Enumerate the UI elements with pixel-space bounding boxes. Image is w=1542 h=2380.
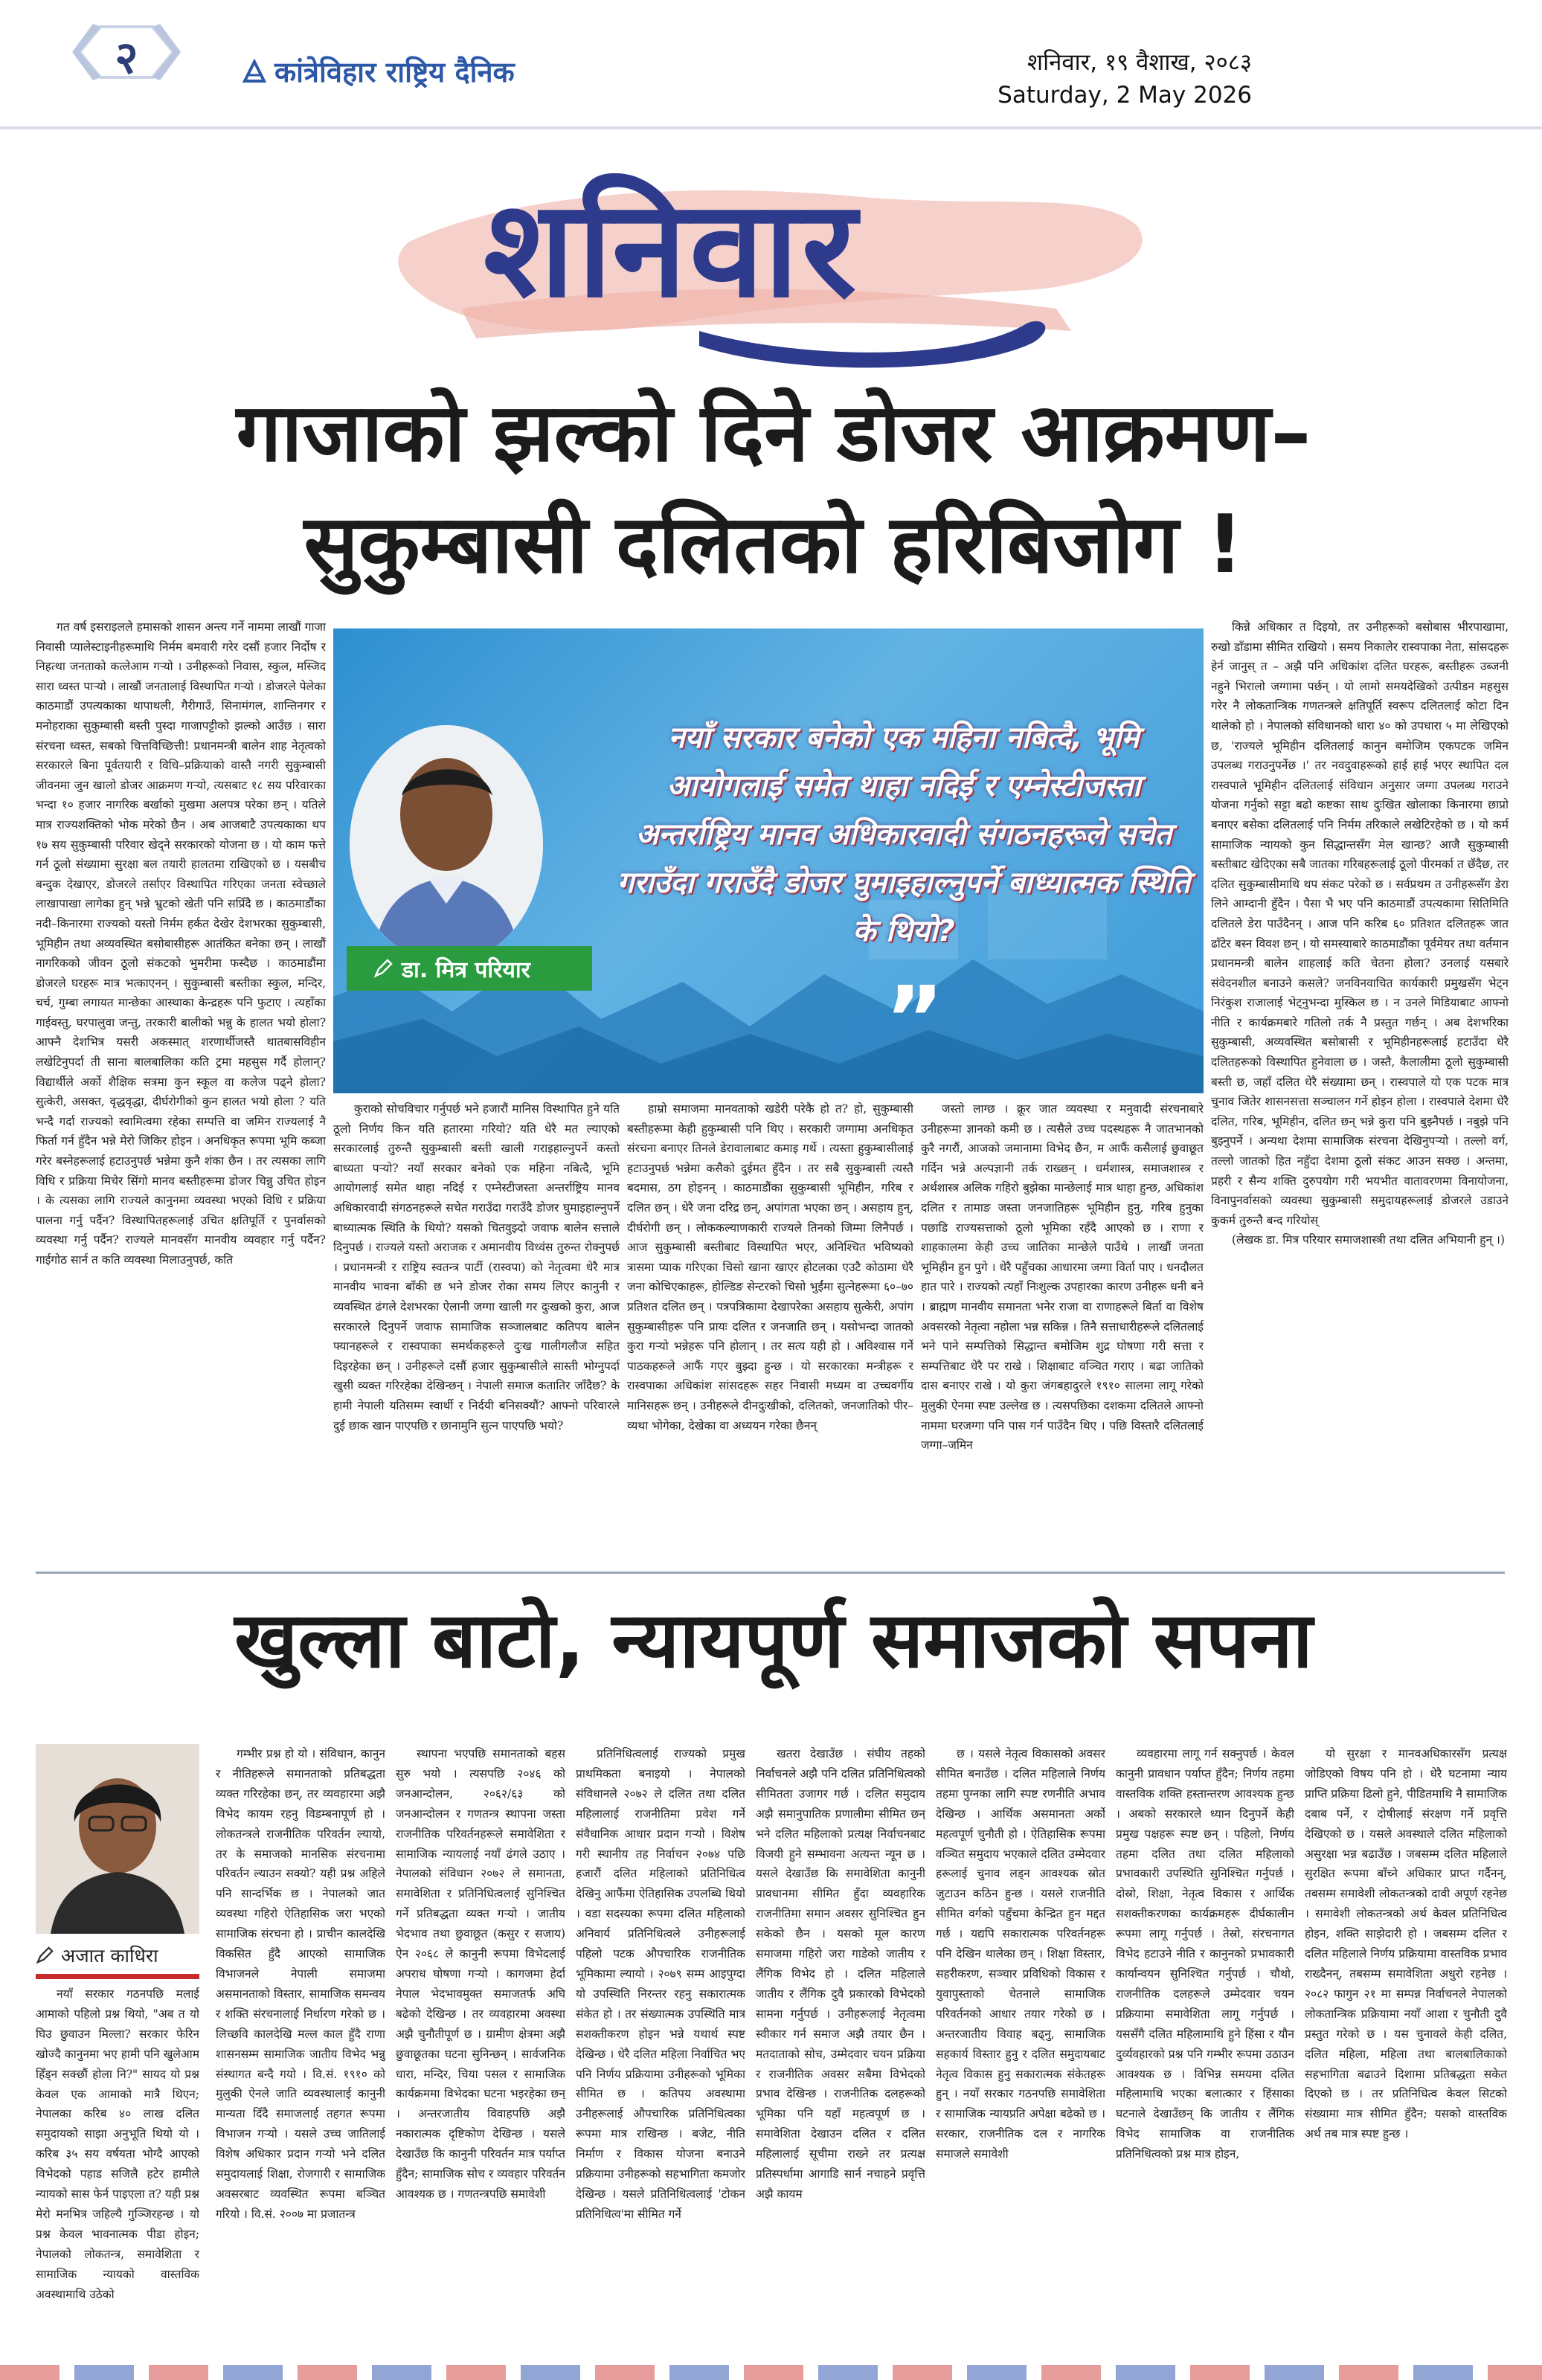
author2-portrait-image — [36, 1744, 199, 1934]
pen-icon — [373, 959, 393, 978]
section-title: शनिवार — [484, 172, 860, 327]
article1-body-3: हाम्रो समाजमा मानवताको खडेरी परेकै हो त? हो, सुकुम्बासी बस्तीहरूमा केही हुकुम्बासी पनि थिए । सरकारी जग्गामा अनधिकृत संरचना बनाएर तिनले डेरावालाबाट कमाइ गर्थे । त्यस्ता हुकुम्बासीलाई हटाउनुपर्छ भन्नेमा कसैको दुईमत हुँदैन । तर सबै सुकुम्बासी त्यस्तै बदमास, ठग होइनन् । काठमाडौंका सुकुम्बासी भूमिहीन, गरिब र दलित छन् । धेरै जना दरिद्र छन्, अपांगता भएका छन् । असहाय हुन्, दीर्घरोगी छन् । लोककल्याणकारी राज्यले तिनको जिम्मा लिनैपर्छ । आज सुकुम्बासी बस्तीबाट विस्थापित भएर, अनिश्चित भविष्यको त्रासमा प्याक गरिएका चिसो खाना खाएर होटलका एउटै कोठामा धेरै जना कोचिएकाहरू, होल्डिङ सेन्टरको चिसो भुईंमा सुत्नेहरूमा ६०–७० प्रतिशत दलित छन् । पत्रपत्रिकामा देखापरेका असहाय सुत्केरी, अपांग सुकुम्बासीहरू पनि प्रायः दलित र जनजाति छन् । यसोभन्दा जातको कुरा गर्‍यो भन्नेहरू पनि होलान् । तर सत्य यही हो । अविश्वास गर्ने पाठकहरूले आफैं गएर बुझ्दा हुन्छ । यो सरकारका मन्त्रीहरू र रास्वपाका अधिकांश सांसदहरू सहर निवासी मध्यम वा उच्चवर्गीय मानिसहरू छन् । उनीहरूले दीनदुःखीको, दलितको, जनजातिको पीर–व्यथा भोगेका, देखेका वा अध्ययन गरेका छैनन् — [627, 1102, 913, 1432]
article2-body-5: छ । यसले नेतृत्व विकासको अवसर सीमित बनाउँछ । दलित महिलाले निर्णय तहमा पुग्नका लागि स्पष्ट रणनीति अभाव देखिन्छ । आर्थिक असमानता अर्को महत्वपूर्ण चुनौती हो । ऐतिहासिक रूपमा वञ्चित समुदाय भएकाले दलित उम्मेदवार हरूलाई चुनाव लड्न आवश्यक स्रोत जुटाउन कठिन हुन्छ । यसले राजनीति सीमित वर्गको पहुँचमा केन्द्रित हुन मद्दत गर्छ । यद्यपि सकारात्मक परिवर्तनहरू पनि देखिन थालेका छन् । शिक्षा विस्तार, सहरीकरण, सञ्चार प्रविधिको विकास र युवापुस्ताको चेतनाले सामाजिक परिवर्तनको आधार तयार गरेको छ । अन्तरजातीय विवाह बढ्नु, सामाजिक सहकार्य विस्तार हुनु र दलित समुदायबाट नेतृत्व विकास हुनु सकारात्मक संकेतहरू हुन् । नयाँ सरकार गठनपछि समावेशिता र सामाजिक न्यायप्रति अपेक्षा बढेको छ । सरकार, राजनीतिक दल र नागरिक समाजले समावेशी — [936, 1747, 1105, 2161]
article1-body-5: किन्ने अधिकार त दिइयो, तर उनीहरूको बसोबास भीरपाखामा, रुखो डाँडामा सीमित राखियो । समय निकालेर रास्वपाका नेता, सांसदहरू हेर्न जानुस् त – अझै पनि अधिकांश दलित घरहरू, बस्तीहरू उब्जनी नहुने भिरालो जग्गामा पर्छन् । यो लामो समयदेखिको उत्पीडन महसुस गरेर नै लोकतान्त्रिक गणतन्त्रले क्षतिपूर्ति स्वरूप दलितलाई कोटा दिन थालेको हो । नेपालको संविधानको धारा ४० को उपधारा ५ मा लेखिएको छ, 'राज्यले भूमिहीन दलितलाई कानुन बमोजिम एकपटक जमिन उपलब्ध गराउनुपर्नेछ ।' तर नवदुवाहरूको हाई हाई भएर स्थापित दल रास्वपाले भूमिहीन दलितलाई संविधान अनुसार जग्गा उपलब्ध गराउने योजना गर्नुको सट्टा बढो कष्टका साथ दुःखित खोलाका किनारमा छाप्रो बनाएर बसेका दलितलाई पनि निर्मम तरिकाले लखेटिरहेको छ । यो कर्म सामाजिक न्यायको कुन सिद्धान्तसँग मेल खान्छ? आजै सुकुम्बासी बस्तीबाट खेदिएका सबै जातका गरिबहरूलाई ठूलो पीरमर्का त छँदैछ, तर दलित सुकुम्बासीमाथि थप संकट परेको छ । सर्वप्रथम त उनीहरूसँग डेरा लिने आम्दानी हुँदैन । पैसा भै भए पनि काठमाडौं उपत्यकामा सितिमिति दलितले डेरा पाउँदैनन् । आज पनि करिब ६० प्रतिशत दलितहरू जात ढाँटेर बस्न विवश छन् । यो समस्याबारे काठमाडौंका पूर्वमेयर तथा वर्तमान प्रधानमन्त्री बालेन शाहलाई कति चेतना होला? उनलाई यसबारे संवेदनशील बनाउने कसले? जनविनवाचित कार्यकारी प्रमुखसँग भेट्न निरंकुश राजालाई भेट्नुभन्दा मुस्किल छ । न उनले मिडियाबाट आफ्नो नीति र कार्यक्रमबारे गतिलो तर्क नै प्रस्तुत गर्छन् । अब देशभरिका सुकुम्बासी, अव्यवस्थित बसोबासी र भूमिहीनहरूलाई हटाउँदा धेरै दलितहरूको विस्थापित हुनेवाला छ । जस्तै, कैलालीमा ठूलो सुकुम्बासी बस्ती छ, जहाँ दलित धेरै संख्यामा छन् । रास्वपाले यो एक पटक मात्र चुनाव जितेर शासनसत्ता सञ्चालन गर्ने होइन होला । रास्वपाले देशमा धेरै दलित, गरिब, भूमिहीन, दलित छन् भन्ने कुरा पनि बुझ्नैपर्छ । नबुझे पनि बुझ्नुपर्ने । अन्यथा देशमा सामाजिक संरचना देखिनुपर्‍यो । तल्लो वर्ग, तल्लो जातको हित नहुँदा देशमा ठूलो संकट आउन सक्छ । अन्तमा, प्रहरी र सैन्य शक्ति दुरुपयोग गरी भयभीत वातावरणमा विनायोजना, विनापुनर्वासको व्यवस्था सुकुम्बासी समुदायहरूलाई डोजरले उडाउने कुकर्म तुरुन्तै बन्द गरियोस् — [1211, 620, 1509, 1227]
article2-column-5 — [936, 1744, 1105, 2360]
author2-byline — [36, 1943, 199, 1968]
article1-column-3 — [627, 1099, 913, 1551]
article2-body-6: व्यवहारमा लागू गर्न सक्नुपर्छ । केवल कानुनी प्रावधान पर्याप्त हुँदैन; निर्णय तहमा वास्तविक शक्ति हस्तान्तरण आवश्यक हुन्छ । अबको सरकारले ध्यान दिनुपर्ने केही प्रमुख पक्षहरू स्पष्ट छन् । पहिलो, निर्णय तहमा दलित तथा दलित महिलाको प्रभावकारी उपस्थिति सुनिश्चित गर्नुपर्छ । दोस्रो, शिक्षा, नेतृत्व विकास र आर्थिक सशक्तीकरणका कार्यक्रमहरू दीर्घकालीन रूपमा लागू गर्नुपर्छ । तेस्रो, संरचनागत विभेद हटाउने नीति र कानुनको प्रभावकारी कार्यान्वयन सुनिश्चित गर्नुपर्छ । चौथो, राजनीतिक दलहरूले उम्मेदवार चयन प्रक्रियामा समावेशिता लागू गर्नुपर्छ । यससँगै दलित महिलामाथि हुने हिंसा र यौन दुर्व्यवहारको प्रश्न पनि गम्भीर रूपमा उठाउन आवश्यक छ । विभिन्न समयमा दलित महिलामाथि भएका बलात्कार र हिंसाका घटनाले देखाउँछन् कि जातीय र लैंगिक विभेद सामाजिक वा राजनीतिक प्रतिनिधित्वको प्रश्न मात्र होइन, — [1116, 1747, 1294, 2161]
publication-name: कांत्रेविहार राष्ट्रिय दैनिक — [274, 56, 515, 89]
masthead — [242, 52, 515, 91]
article1-column-2 — [333, 1099, 620, 1551]
author-caption-bar — [347, 946, 592, 991]
article2-body-3: प्रतिनिधित्वलाई राज्यको प्रमुख प्राथमिकता बनाइयो । नेपालको संविधानले २०७२ ले दलित तथा दलित महिलालाई राजनीतिमा प्रवेश गर्ने संवैधानिक आधार प्रदान गर्‍यो । विशेष गरी स्थानीय तह निर्वाचन २०७४ पछि हजारौं दलित महिलाको प्रतिनिधित्व देखिनु आफैंमा ऐतिहासिक उपलब्धि थियो । वडा सदस्यका रूपमा दलित महिलाको अनिवार्य प्रतिनिधित्वले उनीहरूलाई पहिलो पटक औपचारिक राजनीतिक भूमिकामा ल्यायो । २०७९ सम्म आइपुग्दा यो उपस्थिति निरन्तर रहनु सकारात्मक संकेत हो । तर संख्यात्मक उपस्थिति मात्र सशक्तीकरण होइन भन्ने यथार्थ स्पष्ट देखिन्छ । धेरै दलित महिला निर्वाचित भए पनि निर्णय प्रक्रियामा उनीहरूको भूमिका सीमित छ । कतिपय अवस्थामा उनीहरूलाई औपचारिक प्रतिनिधित्वका रूपमा मात्र राखिन्छ । बजेट, नीति निर्माण र विकास योजना बनाउने प्रक्रियामा उनीहरूको सहभागिता कमजोर देखिन्छ । यसले प्रतिनिधित्वलाई 'टोकन प्रतिनिधित्व'मा सीमित गर्ने — [576, 1747, 745, 2221]
author2-name: अजात काधिरा — [61, 1945, 158, 1966]
article2-column-0 — [36, 1984, 199, 2360]
headline-line-2: सुकुम्बासी दलितको हरिबिजोग ! — [303, 498, 1244, 591]
article2-body-1: गम्भीर प्रश्न हो यो । संविधान, कानुन र नीतिहरूले समानताको प्रतिबद्धता व्यक्त गरिरहेका छन्, तर व्यवहारमा अझै विभेद कायम रहनु विडम्बनापूर्ण हो । लोकतन्त्रले राजनीतिक परिवर्तन ल्यायो, तर के समाजको मानसिक संरचनामा परिवर्तन ल्याउन सक्यो? यही प्रश्न अहिले पनि सान्दर्भिक छ । नेपालको जात व्यवस्था गहिरो ऐतिहासिक जरा भएको सामाजिक संरचना हो । प्राचीन कालदेखि विकसित हुँदै आएको सामाजिक विभाजनले नेपाली समाजमा असमानताको विस्तार, सामाजिक समन्वय र शक्ति संरचनालाई निर्धारण गरेको छ । लिच्छवि कालदेखि मल्ल काल हुँदै राणा शासनसम्म सामाजिक जातीय विभेद भन्नु संस्थागत बन्दै गयो । वि.सं. १९१० को मुलुकी ऐनले जाति व्यवस्थालाई कानुनी मान्यता दिँदै समाजलाई तहगत रूपमा विभाजन गर्‍यो । यसले उच्च जातिलाई विशेष अधिकार प्रदान गर्‍यो भने दलित समुदायलाई शिक्षा, रोजगारी र सामाजिक अवसरबाट व्यवस्थित रूपमा बञ्चित गरियो । वि.सं. २००७ मा प्रजातन्त्र — [216, 1747, 385, 2221]
author-note: (लेखक डा. मित्र परियार समाजशास्त्री तथा दलित अभियानी हुन् ।) — [1232, 1233, 1505, 1247]
pen-icon — [36, 1946, 54, 1964]
article2-column-1 — [216, 1744, 385, 2360]
article1-column-5 — [1211, 617, 1509, 1551]
article1-body-2: कुराको सोचविचार गर्नुपर्छ भने हजारौं मानिस विस्थापित हुने यति ठूलो निर्णय किन यति हतारमा गरियो? यति धेरै मत ल्याएको सरकारलाई तुरुन्तै सुकुम्बासी बस्ती खाली गराइहाल्नुपर्ने कस्तो बाध्यता पर्‍यो? नयाँ सरकार बनेको एक महिना नबित्दै, भूमि आयोगलाई समेत थाहा नदिई र एम्नेस्टीजस्ता अन्तर्राष्ट्रिय मानव अधिकारवादी संगठनहरूले सचेत गराउँदा गराउँदै डोजर घुमाइहाल्नुपर्ने बाध्यात्मक स्थिति के थियो? यसको चितवुझ्दो जवाफ बालेन सत्ताले दिनुपर्छ । राज्यले यस्तो अराजक र अमानवीय विध्वंस तुरुन्त रोक्नुपर्छ । प्रधानमन्त्री र राष्ट्रिय स्वतन्त्र पार्टी (रास्वपा) को नेतृत्वमा धेरै मात्र मानवीय भावना बाँकी छ भने डोजर रोका समय लिएर कानुनी र व्यवस्थित ढंगले देशभरका ऐलानी जग्गा खाली गर दुःखको कुरा, आज सरकारले दिनुपर्ने जवाफ सामाजिक सञ्जालबाट कतिपय बालेन फ्यानहरूले र रास्वपाका समर्थकहरूले दुःख गालीगलौज सहित दिइरहेका छन् । उनीहरूले दसौं हजार सुकुम्बासीले सास्ती भोग्नुपर्दा खुसी व्यक्त गरिरहेका देखिन्छन् । नेपाली समाज कतातिर जाँदैछ? के हामी नेपाली यतिसम्म स्वार्थी र निर्दयी बनिसक्यौं? आफ्नो परिवारले दुई छाक खान पाएपछि र छानामुनि सुत्न पाएपछि भयो? — [333, 1102, 620, 1432]
article2-column-4 — [756, 1744, 925, 2360]
date-nepali: शनिवार, १९ वैशाख, २०८३ — [1027, 49, 1252, 76]
page-number-badge — [71, 22, 182, 82]
page-number: २ — [115, 32, 138, 84]
article2-body-7: यो सुरक्षा र मानवअधिकारसँग प्रत्यक्ष जोडिएको विषय पनि हो । धेरै घटनामा न्याय प्राप्ति प्रक्रिया ढिलो हुने, पीडितमाथि नै सामाजिक दबाब पर्ने, र दोषीलाई संरक्षण गर्ने प्रवृत्ति देखिएको छ । यसले अवस्थाले दलित महिलाको असुरक्षा भन्न बढाउँछ । जबसम्म दलित महिलाले सुरक्षित रूपमा बाँच्ने अधिकार प्राप्त गर्दैनन्, तबसम्म समावेशी लोकतन्त्रको दावी अपूर्ण रहनेछ । समावेशी लोकतन्त्रको अर्थ केवल प्रतिनिधित्व होइन, शक्ति साझेदारी हो । जबसम्म दलित र दलित महिलाले निर्णय प्रक्रियामा वास्तविक प्रभाव राख्दैनन्, तबसम्म समावेशिता अधुरो रहनेछ । २०८२ फागुन २१ मा सम्पन्न निर्वाचनले नेपालको लोकतान्त्रिक प्रक्रियामा नयाँ आशा र चुनौती दुवै प्रस्तुत गरेको छ । यस चुनावले केही दलित, दलित महिला, महिला तथा बालबालिकाको सहभागिता बढाउने दिशामा प्रतिबद्धता सकेत दिएको छ । तर प्रतिनिधित्व केवल सिटको संख्यामा मात्र सीमित हुँदैन; यसको वास्तविक अर्थ तब मात्र स्पष्ट हुन्छ । — [1305, 1747, 1507, 2141]
article-separator — [36, 1572, 1505, 1574]
article2-body-2: स्थापना भएपछि समानताको बहस सुरु भयो । त्यसपछि २०४६ को जनआन्दोलन, २०६२/६३ को जनआन्दोलन र गणतन्त्र स्थापना जस्ता राजनीतिक परिवर्तनहरूले समावेशिता र सामाजिक न्यायलाई नयाँ ढंगले उठाए । नेपालको संविधान २०७२ ले समानता, समावेशिता र प्रतिनिधित्वलाई सुनिश्चित गर्ने प्रतिबद्धता व्यक्त गर्‍यो । जातीय भेदभाव तथा छुवाछूत (कसुर र सजाय) ऐन २०६८ ले कानुनी रूपमा विभेदलाई अपराध घोषणा गर्‍यो । कागजमा हेर्दा नेपाल भेदभावमुक्त समाजतर्फ अघि बढेको देखिन्छ । तर व्यवहारमा अवस्था अझै चुनौतीपूर्ण छ । ग्रामीण क्षेत्रमा अझै छुवाछूतका घटना सुनिन्छन् । सार्वजनिक धारा, मन्दिर, चिया पसल र सामाजिक कार्यक्रममा विभेदका घटना भइरहेका छन् । अन्तरजातीय विवाहपछि अझै नकारात्मक दृष्टिकोण देखिन्छ । यसले देखाउँछ कि कानुनी परिवर्तन मात्र पर्याप्त हुँदैन; सामाजिक सोच र व्यवहार परिवर्तन आवश्यक छ । गणतन्त्रपछि समावेशी — [396, 1747, 565, 2201]
headline-primary — [74, 378, 1473, 601]
quote-mark-icon: ” — [885, 968, 944, 1072]
footer-decoration — [0, 2365, 1542, 2380]
publication-logo-icon — [242, 59, 267, 84]
article1-column-4 — [921, 1099, 1204, 1551]
article1-body-1: गत वर्ष इसराइलले हमासको शासन अन्त्य गर्ने नाममा लाखौं गाजा निवासी प्यालेस्टाइनीहरूमाथि निर्मम बमवारी गरेर दसौं हजार निर्दोष र निहत्था जनताको कत्लेआम गर्‍यो । उनीहरूको निवास, स्कुल, मस्जिद सारा ध्वस्त पार्‍यो । लाखौं जनतालाई विस्थापित गर्‍यो । डोजरले पेलेका काठमाडौं उपत्यकाका थापाथली, गैरीगाउँ, सिनामंगल, शान्तिनगर र मनोहराका सुकुम्बासी बस्ती पुस्दा गाजापट्टीको झल्को आउँछ । सारा संरचना ध्वस्त, सबको चित्तविच्छित्ती! प्रधानमन्त्री बालेन शाह नेतृत्वको सरकारले बिना पूर्वतयारी र विधि–प्रक्रियाको वास्तै नगरी सुकुम्बासी जीवनमा जुन खालो डोजर आक्रमण गर्‍यो, त्यसबाट १८ सय परिवारका भन्दा १० हजार नागरिक बर्खाको मुखमा अलपत्र परेका छन् । यतिले मात्र राज्यशक्तिको भोक मरेको छैन । अब आजबाटै उपत्यकाका थप १७ सय सुकुम्बासी परिवार खेद्ने सरकारको योजना छ । यो काम फत्ते गर्न ठूलो संख्यामा सुरक्षा बल तयारी हालतमा राखिएको छ । यसबीच बन्दुक देखाएर, डोजरले तर्साएर विस्थापित गरिएका जनता स्वेच्छाले लाखापाखा लागेका हुन् भन्ने भ्रुटको खेती पनि सप्रिँदै छ । काठमाडौंका नदी–किनारमा राज्यको यस्तो निर्मम हर्कत देखेर देशभरका सुकुम्बासी, भूमिहीन तथा अव्यवस्थित बसोबासीहरू आतंकित बनेका छन् । लाखौं नागरिकको जीवन ठूलो संकटको भुमरीमा फस्दैछ । काठमाडौंमा डोजरले घरहरू मात्र भत्काएनन् । सुकुम्बासी बस्तीका स्कुल, मन्दिर, चर्च, गुम्बा लगायत मान्छेका आस्थाका केन्द्रहरू पनि फुटाए । त्यहाँका गाईवस्तु, घरपालुवा जन्तु, तरकारी बालीको भन्नु के हालत भयो होला? आफ्नै देशभित्र यसरी अकस्मात् शरणार्थीजस्तै थातबासविहीन लखेटिनुपर्दा ती साना बालबालिका कति ट्रमा महसुस गर्दै होलान्? विद्यार्थीले अर्को शैक्षिक सत्रमा कुन स्कूल वा कलेज पढ्ने होला? सुत्केरी, असक्त, वृद्धवृद्धा, दीर्घरोगीको कुन हालत भयो होला ? यति भन्दै गर्दा राज्यको स्वामित्वमा रहेका सम्पत्ति वा जमिन राज्यलाई नै फिर्ता गर्न हुँदैन भन्ने मेरो जिकिर होइन । अनधिकृत रूपमा भूमि कब्जा गरेर बस्नेहरूलाई हटाउनुपर्छ भन्नेमा कुनै शंका छैन । तर त्यसका लागि विधि र प्रक्रिया मिचेर सिंगो मानव बस्तीहरूमा डोजर चिन्नु उचित होइन । के त्यसका लागि राज्यले कानुनमा व्यवस्था भएको विधि र प्रक्रिया पालना गर्नु पर्दैन? विस्थापितहरूलाई उचित क्षतिपूर्ति र पुनर्वासको व्यवस्था गर्नु पर्दैन? राज्यले मानवसँग मानवीय व्यवहार गर्नु पर्दैन? गाईगोठ सार्न त कति व्यवस्था मिलाउनुपर्छ, कति — [36, 620, 326, 1267]
pull-quote: नयाँ सरकार बनेको एक महिना नबित्दै, भूमि आयोगलाई समेत थाहा नदिई र एम्नेस्टीजस्ता अन्तर्राष्ट्रिय मानव अधिकारवादी संगठनहरूले सचेत गराउँदा गराउँदै डोजर घुमाइहाल्नुपर्ने बाध्यात्मक स्थिति के थियो? — [617, 721, 1191, 948]
date-english: Saturday, 2 May 2026 — [998, 82, 1252, 109]
article1-column-1 — [36, 617, 326, 1551]
article2-body-4: खतरा देखाउँछ । संघीय तहको निर्वाचनले अझै पनि दलित प्रतिनिधित्वको सीमितता उजागर गर्छ । दलित समुदाय अझै समानुपातिक प्रणालीमा सीमित छन् भने दलित महिलाको प्रत्यक्ष निर्वाचनबाट विजयी हुने सम्भावना अत्यन्त न्यून छ । यसले देखाउँछ कि समावेशिता कानुनी प्रावधानमा सीमित हुँदा व्यवहारिक राजनीतिमा समान अवसर सुनिश्चित हुन सकेको छैन । यसको मूल कारण समाजमा गहिरो जरा गाडेको जातीय र लैंगिक विभेद हो । दलित महिलाले जातीय र लैंगिक दुवै प्रकारको विभेदको सामना गर्नुपर्छ । उनीहरूलाई नेतृत्वमा स्वीकार गर्न समाज अझै तयार छैन । मतदाताको सोच, उम्मेदवार चयन प्रक्रिया र राजनीतिक अवसर सबैमा विभेदको प्रभाव देखिन्छ । राजनीतिक दलहरूको भूमिका पनि यहाँ महत्वपूर्ण छ । समावेशिता देखाउन दलित र दलित महिलालाई सूचीमा राख्ने तर प्रत्यक्ष प्रतिस्पर्धामा आगाडि सार्न नचाहने प्रवृत्ति अझै कायम — [756, 1747, 925, 2201]
dateline — [998, 46, 1252, 112]
article2-column-2 — [396, 1744, 565, 2360]
author-portrait — [350, 725, 543, 963]
header-divider — [0, 126, 1542, 129]
page-header — [0, 0, 1542, 126]
headline-line-1: गाजाको झल्को दिने डोजर आक्रमण– — [236, 387, 1311, 480]
author-portrait-image — [350, 725, 543, 963]
author-caption: डा. मित्र परियार — [402, 956, 530, 983]
headline-secondary: खुल्ला बाटो, न्यायपूर्ण समाजको सपना — [234, 1595, 1313, 1685]
author2-photo — [36, 1744, 199, 1934]
section-banner — [387, 138, 1160, 383]
article2-column-7 — [1305, 1744, 1507, 2360]
article1-body-4: जस्तो लाग्छ । क्रूर जात व्यवस्था र मनुवादी संरचनाबारे उनीहरूमा ज्ञानको कमी छ । त्यसैले उच्च पदस्थहरू नै जातभानको कुरै नगरौं, आजको जमानामा विभेद छैन, म आफैं कसैलाई छुवाछूत गर्दिन भन्ने अल्पज्ञानी तर्क राख्छन् । धर्मशास्त्र, समाजशास्त्र र अर्थशास्त्र अलिक गहिरो बुझेका मान्छेलाई मात्र थाहा हुन्छ, अधिकांश दलित र तामाङ जस्ता जनजातिहरू भूमिहीन हुनु, गरिब हुनुका पछाडि राज्यसत्ताको ठूलो भूमिका रहँदै आएको छ । राणा र शाहकालमा केही उच्च जातिका मान्छेले पाउँथे । लाखौं जनता भूमिहीन हुन पुगे । धेरै पहुँचका आधारमा जग्गा विर्ता पाए । धनदौलत हात पारे । राज्यको त्यहाँ निःशुल्क उपहारका कारण उनीहरू धनी बने । ब्राह्मण मानवीय समानता भनेर राजा वा राणाहरूले बिर्ता वा विशेष अवसरको नेतृत्वा नहोला भन्न सकिन्न । तिनै सत्ताधारीहरूले दलितलाई भने पाने सम्पत्तिको सिद्धान्त बमोजिम शुद्र घोषणा गरी सत्ता र सम्पत्तिबाट धेरै पर राखे । शिक्षाबाट वञ्चित गराए । बढा जातिको दास बनाएर राखे । यो कुरा जंगबहादुरले १९१० सालमा लागू गरेको मुलुकी ऐनमा स्पष्ट उल्लेख छ । त्यसपछिका दशकमा दलितले आफ्नो नाममा घरजग्गा पनि पास गर्न पाउँदैन थिए । पछि विस्तारै दलितलाई जग्गा–जमिन — [921, 1102, 1204, 1453]
author2-accent-rule — [36, 1974, 199, 1979]
article2-body-0: नयाँ सरकार गठनपछि मलाई आमाको पहिलो प्रश्न थियो, "अब त यो घिउ छुवाउन मिल्ला? सरकार फेरिन खोज्दै कानुनमा भए हामी पनि खुलेआम हिँड्न सक्छौं होला नि?" सायद यो प्रश्न केवल एक आमाको मात्रै थिएन; नेपालका करिब ४० लाख दलित समुदायको साझा अनुभूति थियो यो । करिब ३५ सय वर्षयता भोग्दै आएको विभेदको पहाड सजिलै हटेर हामीले न्यायको सास फेर्न पाइएला त? यही प्रश्न मेरो मनभित्र जहिल्यै गुञ्जिरहन्छ । यो प्रश्न केवल भावनात्मक पीडा होइन; नेपालको लोकतन्त्र, समावेशिता र सामाजिक न्यायको वास्तविक अवस्थामाथि उठेको — [36, 1987, 199, 2301]
article2-column-3 — [576, 1744, 745, 2360]
article2-column-6 — [1116, 1744, 1294, 2360]
